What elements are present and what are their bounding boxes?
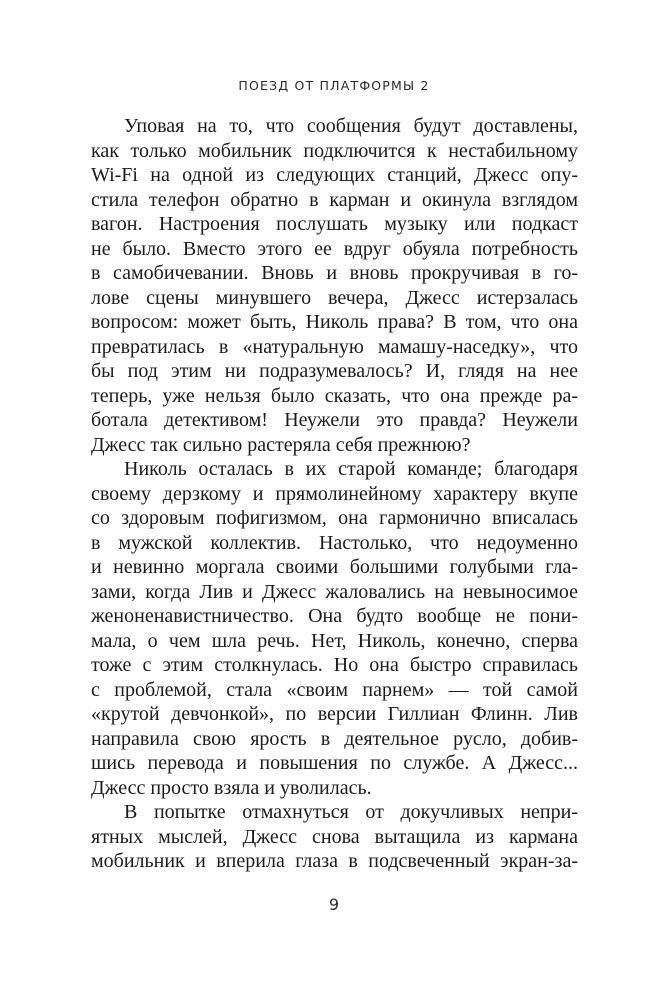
paragraph-line: «крутой девчонкой», по версии Гиллиан Флинн. Лив: [91, 703, 578, 725]
paragraph-line: мала, о чем шла речь. Нет, Николь, конечно, сперва: [91, 629, 578, 652]
paragraph-line: превратилась в «натуральную мамашу-наседку», что: [91, 335, 578, 358]
paragraph-line: зами, когда Лив и Джесс жаловались на невыносимое: [91, 580, 578, 603]
paragraph-line: в мужской коллектив. Настолько, что недоуменно: [91, 531, 578, 554]
paragraph-line: Николь осталась в их старой команде; благодаря: [124, 458, 578, 480]
paragraph-line: со здоровым пофигизмом, она гармонично вписалась: [91, 507, 578, 529]
paragraph-line: стила телефон обратно в карман и окинула взглядом: [91, 188, 578, 211]
paragraph-line: Уповая на то, что сообщения будут доставлены,: [124, 115, 578, 137]
paragraph-line: Джесс так сильно растеряла себя прежнюю?: [91, 433, 471, 456]
paragraph-line: Джесс просто взяла и уволилась.: [91, 776, 372, 799]
paragraph-line: с проблемой, стала «своим парнем» — той самой: [91, 678, 578, 701]
paragraph-line: бы под этим ни подразумевалось? И, глядя на нее: [91, 360, 578, 382]
paragraph-line: лове сцены минувшего вечера, Джесс истерзалась: [91, 286, 578, 309]
paragraph-line: вопросом: может быть, Николь права? В том, что она: [91, 311, 578, 333]
paragraph-line: Wi-Fi на одной из следующих станций, Джесс опу-: [91, 164, 578, 186]
paragraph-line: В попытке отмахнуться от докучливых непри-: [124, 801, 578, 823]
paragraph-line: женоненавистничество. Она будто вообще не пони-: [91, 605, 578, 627]
paragraph-line: тоже с этим столкнулась. Но она быстро справилась: [91, 654, 578, 676]
paragraph-line: направила свою ярость в деятельное русло, добив-: [91, 727, 578, 750]
paragraph-line: своему дерзкому и прямолинейному характеру вкупе: [91, 482, 578, 505]
page-number: 9: [328, 895, 340, 914]
paragraph-line: как только мобильник подключится к нестабильному: [91, 139, 578, 162]
paragraph-line: в самобичевании. Вновь и вновь прокручивая в го-: [91, 262, 578, 284]
paragraph-line: ботала детективом! Неужели это правда? Неужели: [91, 409, 578, 431]
paragraph-line: вагон. Настроения послушать музыку или подкаст: [91, 213, 578, 235]
paragraph-line: и невинно моргала своими большими голубыми гла-: [91, 556, 578, 578]
paragraph-line: ятных мыслей, Джесс снова вытащила из кармана: [91, 825, 578, 848]
paragraph-line: шись перевода и повышения по службе. А Джесс...: [91, 752, 578, 774]
paragraph-line: теперь, уже нельзя было сказать, что она прежде ра-: [91, 384, 578, 407]
running-head: ПОЕЗД ОТ ПЛАТФОРМЫ 2: [238, 78, 430, 93]
paragraph-line: мобильник и вперила глаза в подсвеченный экран-за-: [91, 850, 578, 872]
paragraph-line: не было. Вместо этого ее вдруг обуяла потребность: [91, 237, 578, 260]
body-text: [91, 114, 578, 874]
